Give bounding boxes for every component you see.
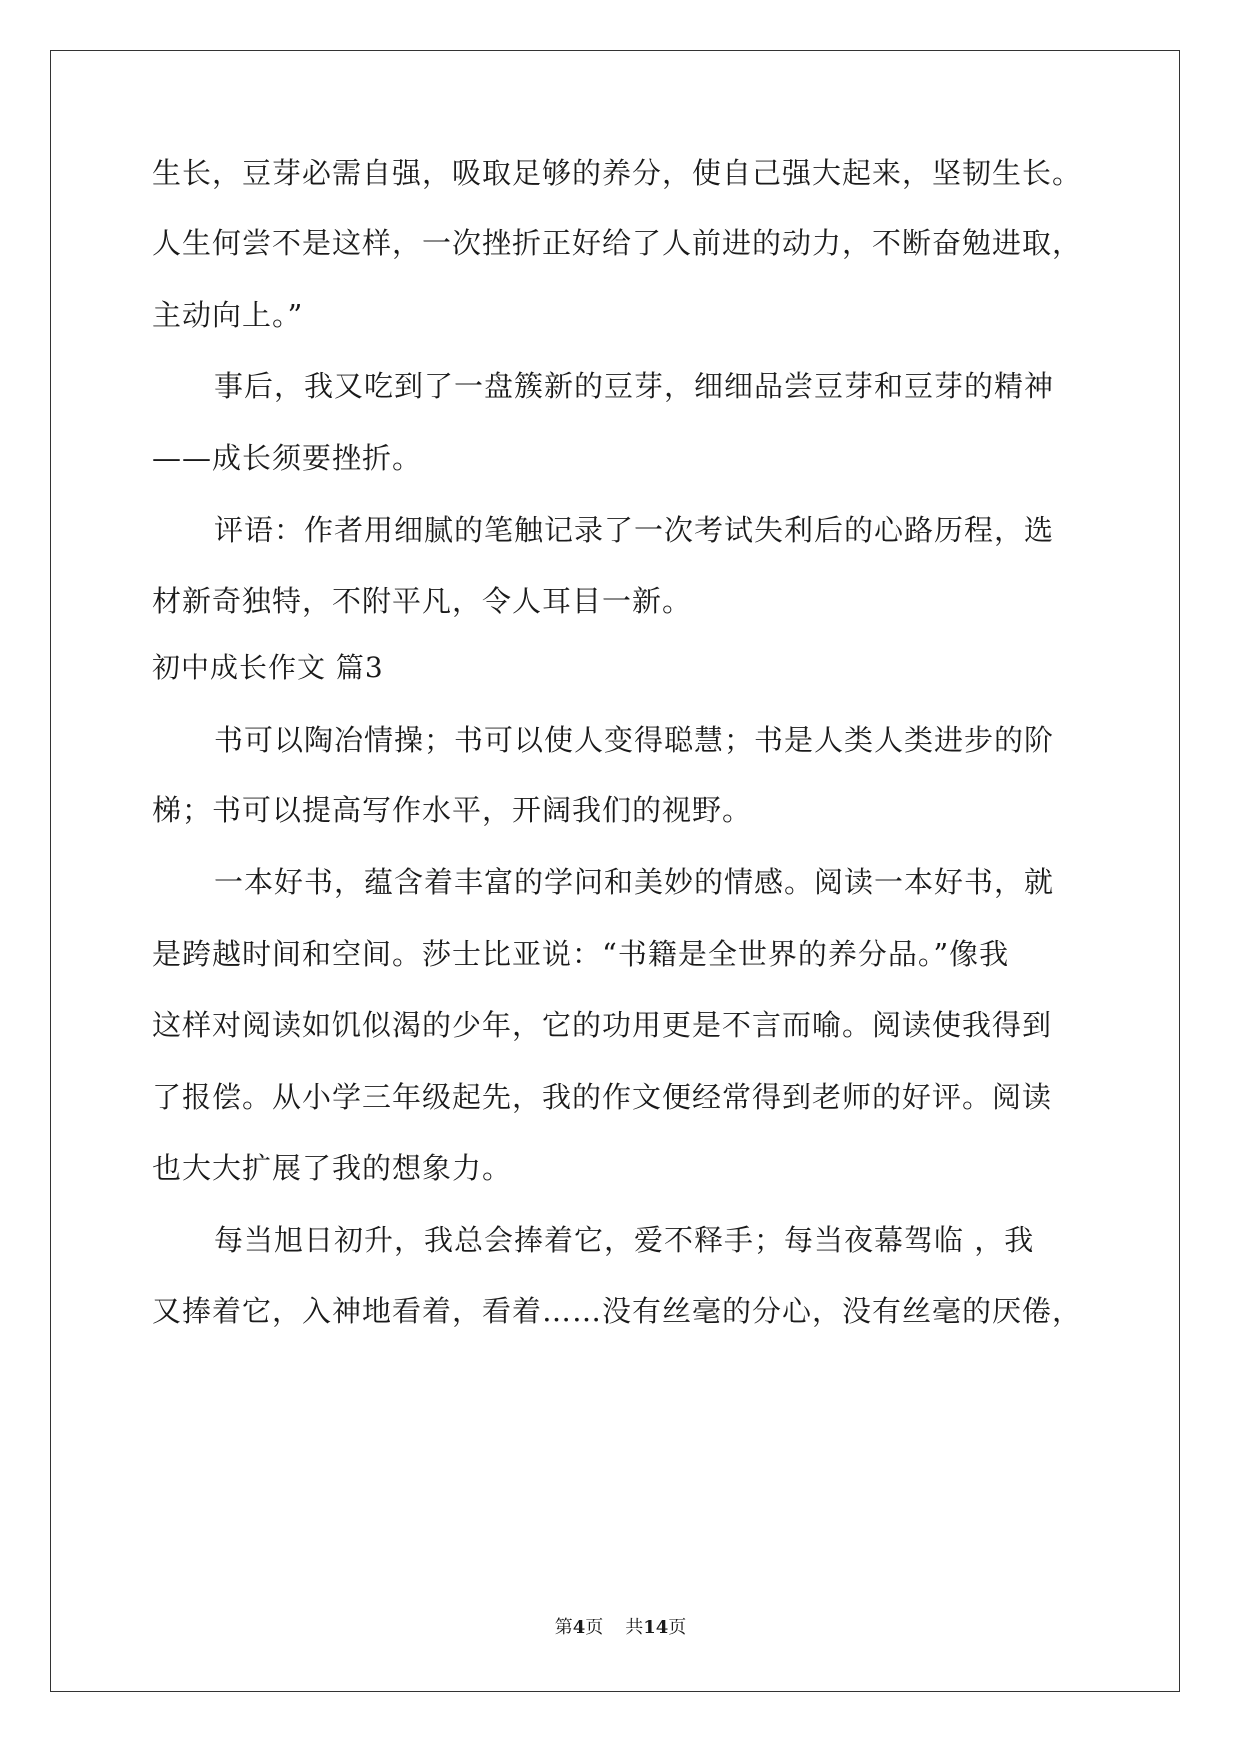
paragraph-line: 主动向上。” — [152, 298, 304, 332]
paragraph-line: 梯；书可以提高写作水平，开阔我们的视野。 — [152, 793, 753, 827]
paragraph-line: ——成长须要挫折。 — [152, 441, 423, 475]
section-heading: 初中成长作文 篇3 — [152, 651, 384, 684]
paragraph-line: 书可以陶冶情操；书可以使人变得聪慧；书是人类人类进步的阶 — [214, 723, 1055, 757]
paragraph-line: 材新奇独特，不附平凡，令人耳目一新。 — [152, 584, 693, 618]
paragraph-line: 生长，豆芽必需自强，吸取足够的养分，使自己强大起来，坚韧生长。 — [152, 156, 1083, 190]
total-unit: 页 — [668, 1617, 687, 1638]
paragraph-line: 是跨越时间和空间。莎士比亚说：“书籍是全世界的养分品。”像我 — [152, 937, 1010, 971]
paragraph-line: 每当旭日初升，我总会捧着它，爱不释手；每当夜幕驾临 ，我 — [214, 1223, 1035, 1257]
page-prefix: 第 — [554, 1617, 573, 1638]
page-number: 4 — [572, 1617, 586, 1638]
page-unit: 页 — [585, 1617, 604, 1638]
paragraph-line: 了报偿。从小学三年级起先，我的作文便经常得到老师的好评。阅读 — [152, 1080, 1053, 1114]
paragraph-line: 这样对阅读如饥似渴的少年，它的功用更是不言而喻。阅读使我得到 — [152, 1008, 1053, 1042]
paragraph-line: 一本好书，蕴含着丰富的学问和美妙的情感。阅读一本好书，就 — [214, 865, 1055, 899]
paragraph-line: 人生何尝不是这样，一次挫折正好给了人前进的动力，不断奋勉进取， — [152, 226, 1083, 260]
paragraph-line: 也大大扩展了我的想象力。 — [152, 1151, 513, 1185]
total-prefix: 共 — [625, 1617, 644, 1638]
paragraph-line: 又捧着它，入神地看着，看着……没有丝毫的分心，没有丝毫的厌倦， — [152, 1294, 1083, 1328]
page-footer — [0, 1617, 1241, 1639]
paragraph-line: 事后，我又吃到了一盘簇新的豆芽，细细品尝豆芽和豆芽的精神 — [214, 369, 1055, 403]
total-pages: 14 — [643, 1617, 669, 1638]
paragraph-line: 评语：作者用细腻的笔触记录了一次考试失利后的心路历程，选 — [214, 513, 1055, 547]
